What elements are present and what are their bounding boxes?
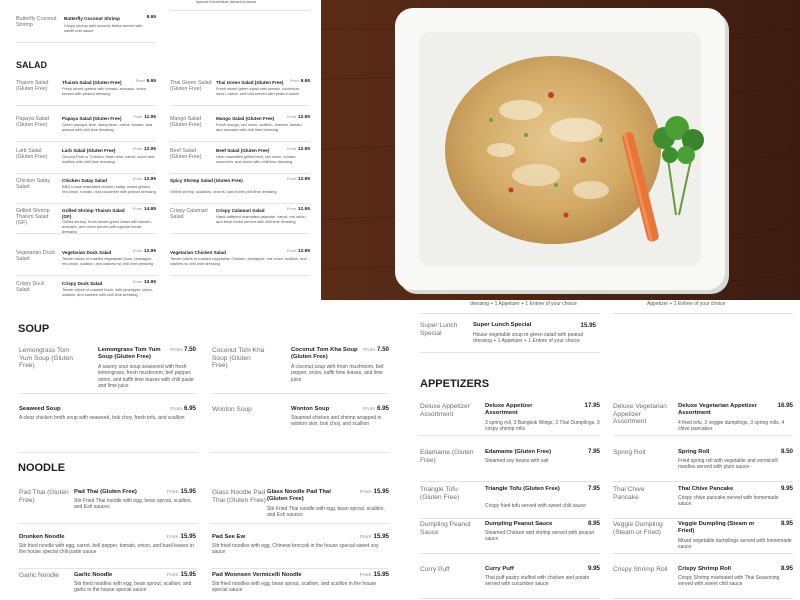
price-from-label: From bbox=[166, 573, 179, 578]
menu-item-image: Thai Chive Pancake bbox=[613, 486, 645, 501]
menu-item-description: Fried spring roll with vegetable and vermicelli noodles served with plum sauce bbox=[678, 458, 778, 471]
price-from-label: From bbox=[135, 79, 145, 83]
divider bbox=[16, 42, 156, 43]
menu-item-description: Stir fried noodles with egg, Chinese broccoli in the house special sweet soy sauce bbox=[212, 543, 379, 556]
menu-item-description: Crispy shrimp with coconut flakes served with sweet chili sauce bbox=[64, 23, 143, 33]
menu-item-image: Crispy Shrimp Roll bbox=[613, 566, 668, 573]
menu-item-description: special homemade tamarind sauce bbox=[196, 0, 257, 4]
divider bbox=[16, 233, 156, 234]
menu-item-price: 8.95 bbox=[146, 15, 156, 20]
menu-item-image: Beef Salad (Gluten Free) bbox=[170, 148, 202, 161]
divider bbox=[170, 203, 310, 204]
price-from-label: From bbox=[133, 147, 142, 151]
menu-item-price: 8.95 bbox=[780, 520, 793, 527]
menu-item-description: House vegetable soup or green salad with peanut dressing + 1 Appetizer + 1 Entree of your choice bbox=[473, 332, 584, 345]
price-from-label: From bbox=[166, 535, 179, 540]
divider bbox=[420, 313, 600, 314]
menu-item-description: Crispy fried tofu served with sweet chili sauce bbox=[485, 503, 586, 509]
menu-item-price: From 15.95 bbox=[166, 488, 196, 495]
divider bbox=[420, 598, 600, 599]
menu-item-image: Deluxe Appetizer Assortment bbox=[420, 403, 470, 418]
menu-item-name: Spring Roll bbox=[678, 449, 710, 455]
divider bbox=[19, 523, 196, 524]
menu-item-name: Vegetarian Duck Salad bbox=[62, 250, 112, 255]
menu-item-description: Steamed chicken and shrimp wrapped in wonton skin, bok choy, and scallion bbox=[291, 415, 382, 428]
menu-item-price: From 14.95 bbox=[133, 207, 156, 212]
divider bbox=[16, 105, 156, 106]
menu-item-name: Vegetarian Chicken Salad bbox=[170, 250, 226, 255]
menu-item-image: Curry Puff bbox=[420, 566, 450, 573]
menu-item-price: From 12.95 bbox=[287, 249, 310, 254]
divider bbox=[19, 393, 196, 394]
menu-item-description: Stir fried noodles with egg, bean sprout, scallion, and garlic in the house special sauce bbox=[74, 581, 192, 594]
divider bbox=[212, 393, 389, 394]
menu-item-name: Crispy Shrimp Roll bbox=[678, 566, 732, 572]
price-from-label: From bbox=[359, 490, 372, 495]
divider bbox=[170, 173, 310, 174]
menu-item-image: Chicken Satay Salad bbox=[16, 178, 51, 191]
divider bbox=[420, 435, 600, 436]
soup-noodle-menu-panel bbox=[0, 300, 405, 600]
menu-item-image: Vegetarian Duck Salad bbox=[16, 250, 55, 263]
divider bbox=[613, 553, 793, 554]
menu-item-price: From 12.95 bbox=[287, 147, 310, 152]
menu-item-price: 7.95 bbox=[587, 485, 600, 492]
menu-item-name: Edamame (Gluten Free) bbox=[485, 449, 552, 455]
price-from-label: From bbox=[133, 115, 143, 119]
menu-item-description: 4 fried tofu, 3 veggie dumplings, 3 spring rolls, 4 chive pancakes bbox=[678, 420, 785, 433]
divider bbox=[16, 141, 156, 142]
menu-item-description: Hand-battered marinated calamari, carrot, red onion, and fresh herbs served with chili lime dressing bbox=[216, 214, 307, 224]
menu-item-name: Wonton Soup bbox=[291, 406, 330, 412]
divider bbox=[170, 10, 310, 11]
menu-item-name: Butterfly Coconut Shrimp bbox=[64, 16, 120, 21]
menu-item-name: Beef Salad (Gluten Free) bbox=[216, 148, 270, 153]
divider bbox=[16, 203, 156, 204]
menu-item-name: Seaweed Soup bbox=[19, 406, 61, 412]
fried-rice-photo bbox=[321, 0, 800, 300]
menu-item-price: From 11.95 bbox=[133, 115, 156, 120]
menu-item-description: Mixed vegetable dumplings served with homemade sauce bbox=[678, 538, 792, 551]
menu-item-price: From 12.95 bbox=[133, 249, 156, 254]
menu-item-image: Grilled Shrimp Thaism Salad (GF) bbox=[16, 208, 50, 227]
menu-item-price: 8.50 bbox=[780, 448, 793, 455]
price-from-label: From bbox=[359, 535, 372, 540]
menu-item-description: Thai puff pastry stuffed with chicken and potato served with cucumber sauce bbox=[485, 575, 590, 588]
menu-item-image: Pad Thai (Gluten Free) bbox=[19, 489, 69, 504]
menu-item-image: Spring Roll bbox=[613, 449, 646, 456]
menu-item-description: Crispy chive pancake served with homemade sauce bbox=[678, 495, 779, 508]
menu-item-name: Crispy Calamari Salad bbox=[216, 208, 265, 213]
menu-item-price: From 7.50 bbox=[363, 346, 389, 353]
price-from-label: From bbox=[133, 207, 142, 211]
divider bbox=[420, 518, 600, 519]
price-from-label: From bbox=[359, 573, 372, 578]
divider bbox=[212, 523, 389, 524]
price-from-label: From bbox=[133, 280, 142, 284]
menu-item-name: Glass Noodle Pad Thai (Gluten Free) bbox=[267, 489, 331, 503]
menu-item-name: Thai Green Salad (Gluten Free) bbox=[216, 80, 284, 85]
menu-item-name: Lemongrass Tom Yum Soup (Gluten Free) bbox=[98, 347, 161, 361]
menu-item-description: Stir Fried Thai noodle with egg, bean sprout, scallion, and Esh sauces bbox=[267, 506, 385, 519]
menu-item-description: 3 spring roll, 3 Bangkok Wings, 3 Thai Dumplings, 3 crispy shrimp rolls bbox=[485, 420, 600, 433]
menu-item-image: Dumpling Peanut Sauce bbox=[420, 521, 471, 536]
menu-item-price: From 15.95 bbox=[166, 571, 196, 578]
menu-item-price: 16.95 bbox=[777, 402, 793, 409]
menu-item-price: From 15.95 bbox=[359, 571, 389, 578]
menu-item-name: Curry Puff bbox=[485, 566, 514, 572]
menu-item-name: Veggie Dumpling (Steam or Fried) bbox=[678, 521, 755, 535]
section-title-soup: SOUP bbox=[18, 323, 50, 335]
price-from-label: From bbox=[287, 115, 296, 119]
menu-item-description: Ground Pork or Chicken, fresh mint, carrot, onion and scallion with chili lime dressing bbox=[62, 154, 155, 164]
menu-item-image: Wonton Soup bbox=[212, 406, 252, 413]
menu-item-description: dressing + 1 Appetizer + 1 Entree of your choice bbox=[470, 301, 577, 307]
section-title-salad: SALAD bbox=[16, 60, 47, 70]
menu-item-name: Coconut Tom Kha Soup (Gluten Free) bbox=[291, 347, 358, 361]
price-from-label: From bbox=[166, 490, 179, 495]
menu-item-name: Crispy Duck Salad bbox=[62, 281, 103, 286]
menu-item-name: Pad Woonsen Vermicelli Noodle bbox=[212, 572, 302, 578]
divider bbox=[16, 275, 156, 276]
menu-item-image: Mango Salad (Gluten Free) bbox=[170, 116, 202, 129]
menu-item-image: Triangle Tofu (Gluten Free) bbox=[420, 486, 460, 501]
menu-item-image: Lemongrass Tom Yum Soup (Gluten Free) bbox=[19, 347, 73, 370]
menu-item-description: Stir fried noodles with egg, bean sprout, scallion, and scallion in the house special sauce bbox=[212, 581, 376, 594]
menu-item-image: Thai Green Salad (Gluten Free) bbox=[170, 80, 212, 93]
menu-item-description: Crispy Shrimp marinated with Thai Seasoning served with sweet chili sauce bbox=[678, 575, 780, 588]
menu-item-description: Tender slices of roasted vegetarian Duck, pineapple, red onion, scallion, and cashew w/ chili lime dressing bbox=[62, 256, 154, 266]
menu-item-price: 9.95 bbox=[780, 485, 793, 492]
divider bbox=[613, 598, 793, 599]
menu-item-description: Steamed soy beans with salt bbox=[485, 458, 549, 464]
menu-item-name: Deluxe Appetizer Assortment bbox=[485, 403, 533, 417]
menu-item-price: From 12.95 bbox=[133, 177, 156, 182]
menu-item-description: Fresh mixed green salad with tomato, cucumber, onion, carrot, and tofu served with peanut sauce bbox=[216, 86, 300, 96]
divider bbox=[16, 173, 156, 174]
appetizer-menu-panel bbox=[405, 300, 800, 600]
menu-item-price: From 12.95 bbox=[133, 147, 156, 152]
section-title-noodle: NOODLE bbox=[18, 462, 66, 474]
menu-item-description: Fresh mango, red onion, scallion, cashew, tomato, and avocado with chili lime dressing bbox=[216, 122, 303, 132]
menu-item-name: Pad Thai (Gluten Free) bbox=[74, 489, 137, 495]
menu-item-description: Appetizer + 1 Entree of your choice bbox=[647, 301, 726, 307]
menu-item-image: Glass Noodle Pad Thai (Gluten Free) bbox=[212, 489, 266, 504]
menu-item-description: A savory sour soup seasoned with fresh lemongrass, fresh mushroom, bell pepper, onion, and kaffir lime leaves with chili paste and lime juice bbox=[98, 364, 194, 389]
divider bbox=[613, 481, 793, 482]
menu-item-image: Deluxe Vegetarian Appetizer Assortment bbox=[613, 403, 667, 426]
menu-item-description: Herb marinated grilled beef, red onion, tomato, cucumber, and carrot with chili lime dressing bbox=[216, 154, 297, 164]
menu-item-price: From 9.95 bbox=[289, 79, 310, 84]
price-from-label: From bbox=[363, 348, 375, 353]
menu-item-name: Chicken Satay Salad bbox=[62, 178, 107, 183]
menu-item-name: Pad See Ew bbox=[212, 534, 246, 540]
menu-item-description: Stir fried noodle with egg, carrot, bell pepper, tomato, onion, and basil leaves in the house special chili paste sauce bbox=[19, 543, 194, 556]
menu-item-name: Larb Salad (Gluten Free) bbox=[62, 148, 116, 153]
dish-photo-svg bbox=[321, 0, 800, 300]
menu-item-name: Deluxe Vegetarian Appetizer Assortment bbox=[678, 403, 758, 417]
menu-item-image: Butterfly Coconut Shrimp bbox=[16, 16, 57, 29]
price-from-label: From bbox=[363, 407, 375, 412]
menu-item-description: Stir Fried Thai noodle with egg, bean sprout, scallion, and Esh sauces bbox=[74, 498, 192, 511]
menu-item-image: Super Lunch Special bbox=[420, 322, 458, 337]
menu-item-image: Garlic Noodle bbox=[19, 572, 59, 579]
menu-item-price: From 15.95 bbox=[166, 533, 196, 540]
price-from-label: From bbox=[133, 249, 142, 253]
menu-item-price: 17.95 bbox=[584, 402, 600, 409]
menu-item-name: Thaism Salad (Gluten Free) bbox=[62, 80, 122, 85]
menu-item-description: BBQ house marinated chicken satay, mixed greens, red onion, tomato, and cucumber with peanut dressing bbox=[62, 184, 156, 194]
menu-item-price: From 6.95 bbox=[363, 405, 389, 412]
divider bbox=[212, 452, 389, 453]
divider bbox=[170, 105, 310, 106]
menu-item-image: Larb Salad (Gluten Free) bbox=[16, 148, 48, 161]
price-from-label: From bbox=[287, 249, 296, 253]
menu-item-image: Crispy Calamari Salad bbox=[170, 208, 208, 221]
menu-item-name: Triangle Tofu (Gluten Free) bbox=[485, 486, 560, 492]
menu-item-name: Grilled Shrimp Thaism Salad (GF) bbox=[62, 208, 125, 219]
menu-item-image: Thaism Salad (Gluten Free) bbox=[16, 80, 49, 93]
section-title-appetizers: APPETIZERS bbox=[420, 378, 490, 390]
menu-item-description: Tender slices of roasted vegetarian Chicken, pineapple, red onion, scallion, and cashew w/ chili lime dressing bbox=[170, 256, 307, 266]
divider bbox=[212, 568, 389, 569]
price-from-label: From bbox=[170, 348, 182, 353]
divider bbox=[170, 233, 310, 234]
menu-item-description: Grilled shrimp, scallions, onions, carrot with chili lime dressing bbox=[170, 189, 277, 194]
menu-item-image: Crispy Duck Salad bbox=[16, 281, 45, 294]
menu-item-price: From 13.95 bbox=[133, 280, 156, 285]
menu-item-description: Grilled shrimp, fresh mixed green salad with tomato, avocado, and onion served with special house dressing bbox=[62, 219, 152, 234]
divider bbox=[613, 313, 793, 314]
menu-item-name: Thai Chive Pancake bbox=[678, 486, 734, 492]
menu-item-price: From 7.50 bbox=[170, 346, 196, 353]
divider bbox=[19, 568, 196, 569]
menu-item-price: 15.95 bbox=[580, 322, 596, 329]
menu-item-price: 8.95 bbox=[780, 565, 793, 572]
menu-item-name: Mango Salad (Gluten Free) bbox=[216, 116, 275, 121]
menu-item-description: Green papaya, lime, string bean, carrot, tomato, and peanut with chili lime dressing bbox=[62, 122, 153, 132]
price-from-label: From bbox=[287, 177, 296, 181]
divider bbox=[170, 141, 310, 142]
menu-item-description: Tender slices of roasted Duck, with pineapple, onion, scallion, and cashew with chili lime dressing bbox=[62, 287, 153, 297]
divider bbox=[613, 435, 793, 436]
menu-item-name: Spicy Shrimp Salad (Gluten Free) bbox=[170, 178, 243, 183]
menu-item-price: 8.95 bbox=[587, 520, 600, 527]
menu-item-description: A clear chicken broth soup with seaweed, bok choy, fresh tofu, and scallion bbox=[19, 415, 185, 421]
menu-item-price: From 9.95 bbox=[135, 79, 156, 84]
divider bbox=[170, 275, 310, 276]
menu-item-price: From 15.95 bbox=[359, 488, 389, 495]
price-from-label: From bbox=[287, 207, 296, 211]
menu-item-image: Edamame (Gluten Free) bbox=[420, 449, 474, 464]
menu-item-image: Papaya Salad (Gluten Free) bbox=[16, 116, 49, 129]
price-from-label: From bbox=[289, 79, 299, 83]
menu-item-price: 7.95 bbox=[587, 448, 600, 455]
divider bbox=[613, 518, 793, 519]
menu-item-image: Veggie Dumpling (Steam or Fried) bbox=[613, 521, 663, 536]
menu-item-description: A coconut soup with fresh mushroom, bell pepper, onion, kaffir lime leaves, and lime juice bbox=[291, 364, 384, 383]
menu-item-name: Drunken Noodle bbox=[19, 534, 65, 540]
menu-item-price: From 6.95 bbox=[170, 405, 196, 412]
menu-item-name: Super Lunch Special bbox=[473, 322, 532, 328]
price-from-label: From bbox=[170, 407, 182, 412]
menu-item-name: Papaya Salad (Gluten Free) bbox=[62, 116, 122, 121]
divider bbox=[420, 352, 600, 353]
menu-item-price: From 12.95 bbox=[287, 115, 310, 120]
menu-item-name: Garlic Noodle bbox=[74, 572, 113, 578]
menu-item-description: Steamed Chicken and shrimp served with peanut sauce bbox=[485, 530, 594, 543]
menu-item-price: 9.95 bbox=[587, 565, 600, 572]
menu-item-price: From 12.95 bbox=[287, 177, 310, 182]
menu-item-price: From 12.95 bbox=[287, 207, 310, 212]
divider bbox=[420, 481, 600, 482]
price-from-label: From bbox=[287, 147, 296, 151]
menu-item-name: Dumpling Peanut Sauce bbox=[485, 521, 553, 527]
price-from-label: From bbox=[133, 177, 142, 181]
menu-item-image: Coconut Tom Kha Soup (Gluten Free) bbox=[212, 347, 265, 370]
menu-item-description: Fresh mixed greens with tomato, avocado, onion served with peanut dressing bbox=[62, 86, 146, 96]
divider bbox=[19, 452, 196, 453]
menu-item-price: From 15.95 bbox=[359, 533, 389, 540]
salad-menu-panel bbox=[0, 0, 321, 300]
divider bbox=[420, 553, 600, 554]
